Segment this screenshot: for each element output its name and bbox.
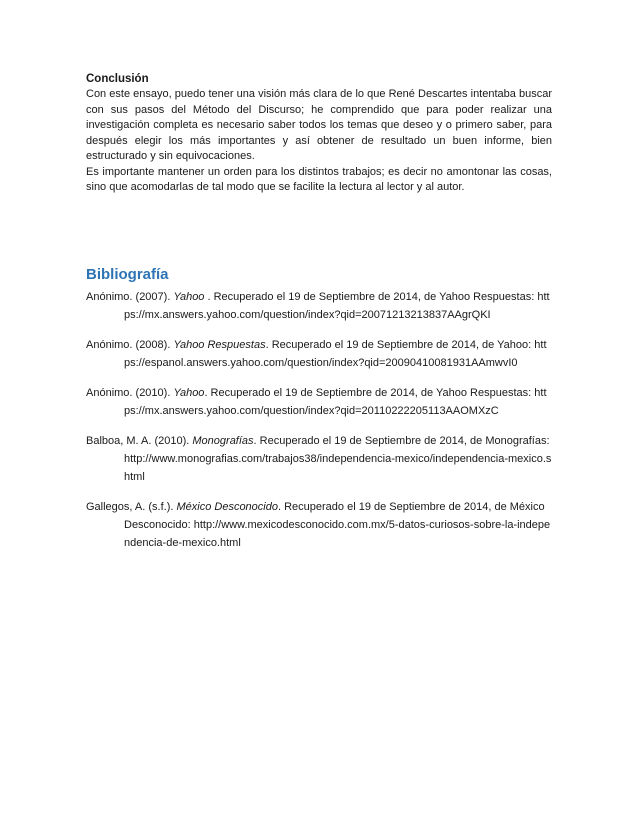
entry-source: . Recuperado el 19 de Septiembre de 2014, de Yahoo Respuestas: [204,290,535,303]
bibliography-entry [86,432,552,486]
conclusion-paragraph-1: Con este ensayo, puedo tener una visión más clara de lo que René Descartes intentaba buscar con sus pasos del Método del Discurso; he comprendido que para poder realizar una investigación completa es necesario saber todos los temas que deseo y o primero saber, para después elegir los más importantes y así obtener de resultado un buen informe, bien estructurado y sin equivocaciones. [86,88,552,162]
entry-author-year: Anónimo. (2007). [86,290,174,303]
entry-source: . Recuperado el 19 de Septiembre de 2014, de Monografías: [253,434,550,447]
entry-source: . Recuperado el 19 de Septiembre de 2014, de Yahoo: [265,338,532,351]
entry-author-year: Balboa, M. A. (2010). [86,434,193,447]
entry-author-year: Anónimo. (2010). [86,386,174,399]
entry-url: http://www.mexicodesconocido.com.mx/5-datos-curiosos-sobre-la-independencia-de-mexico.html [124,518,551,549]
entry-title: Yahoo [173,290,205,303]
entry-title: Yahoo Respuestas [173,338,266,351]
entry-author-year: Gallegos, A. (s.f.). [86,500,177,513]
entry-author-year: Anónimo. (2008). [86,338,174,351]
entry-title: Monografías [192,434,254,447]
entry-url: https://mx.answers.yahoo.com/question/index?qid=20071213213837AAgrQKI [124,290,550,321]
entry-title: México Desconocido [176,500,278,513]
entry-url: https://mx.answers.yahoo.com/question/index?qid=20110222205113AAOMXzC [124,386,547,417]
bibliography-entry [86,498,552,552]
bibliography-entry [86,288,552,324]
bibliography-entry [86,336,552,372]
entry-source: . Recuperado el 19 de Septiembre de 2014, de Yahoo Respuestas: [204,386,532,399]
conclusion-heading: Conclusión [86,73,149,85]
conclusion-paragraph-2: Es importante mantener un orden para los distintos trabajos; es decir no amontonar las cosas, sino que acomodarlas de tal modo que se facilite la lectura al lector y al autor. [86,165,552,193]
entry-url: http://www.monografias.com/trabajos38/independencia-mexico/independencia-mexico.shtml [124,452,552,483]
bibliography-heading: Bibliografía [86,265,169,283]
entry-source: . Recuperado el 19 de Septiembre de 2014, de México Desconocido: [124,500,545,531]
document-page [86,72,552,564]
entry-url: https://espanol.answers.yahoo.com/question/index?qid=20090410081931AAmwvI0 [124,338,547,369]
bibliography-entry [86,384,552,420]
entry-title: Yahoo [173,386,205,399]
